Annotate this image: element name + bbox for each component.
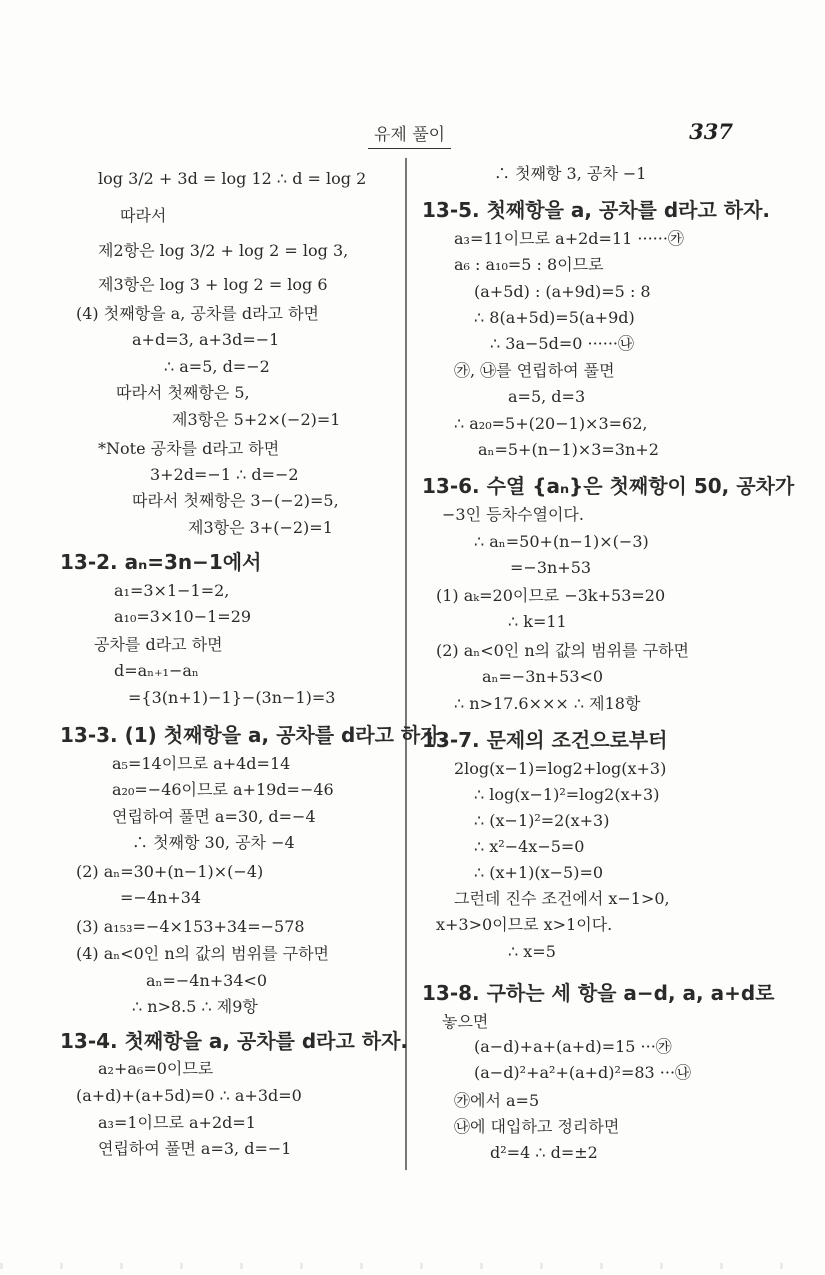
text-line: (a+d)+(a+5d)=0 ∴ a+3d=0	[76, 1086, 302, 1105]
text-line: ∴ 첫째항 30, 공차 −4	[132, 833, 295, 852]
text-line: x+3>0이므로 x>1이다.	[436, 915, 613, 934]
text-line: 따라서	[120, 206, 167, 225]
text-line: ㉮에서 a=5	[454, 1091, 540, 1110]
text-line: ∴ a=5, d=−2	[164, 357, 270, 376]
section-title: 유제 풀이	[368, 120, 451, 149]
text-line: 따라서 첫째항은 3−(−2)=5,	[132, 491, 339, 510]
text-line: 그런데 진수 조건에서 x−1>0,	[454, 889, 670, 908]
text-line: a₂₀=−46이므로 a+19d=−46	[112, 780, 334, 799]
text-line: a₆ : a₁₀=5 : 8이므로	[454, 255, 604, 274]
text-line: ∴ k=11	[508, 612, 567, 631]
text-line: 연립하여 풀면 a=3, d=−1	[98, 1139, 292, 1158]
problem-heading: 13-4. 첫째항을 a, 공차를 d라고 하자.	[60, 1029, 408, 1053]
problem-heading: 13-5. 첫째항을 a, 공차를 d라고 하자.	[422, 198, 770, 222]
page-number: 337	[689, 119, 733, 144]
text-line: aₙ=−3n+53<0	[482, 667, 604, 686]
text-line: a₂+a₆=0이므로	[98, 1059, 214, 1078]
problem-heading: 13-6. 수열 {aₙ}은 첫째항이 50, 공차가	[422, 474, 795, 498]
text-line: 제3항은 5+2×(−2)=1	[172, 410, 341, 429]
text-line: ∴ x²−4x−5=0	[474, 837, 585, 856]
text-line: 연립하여 풀면 a=30, d=−4	[112, 807, 316, 826]
text-line: 3+2d=−1 ∴ d=−2	[150, 465, 299, 484]
text-line: 제3항은 3+(−2)=1	[188, 518, 333, 537]
text-line: a+d=3, a+3d=−1	[132, 330, 280, 349]
text-line: ∴ n>8.5 ∴ 제9항	[132, 997, 258, 1016]
text-line: (3) a₁₅₃=−4×153+34=−578	[76, 917, 305, 936]
text-line: ∴ (x+1)(x−5)=0	[474, 863, 604, 882]
problem-heading: 13-2. aₙ=3n−1에서	[60, 550, 262, 574]
text-line: ∴ 3a−5d=0 ······㉯	[490, 334, 635, 353]
problem-heading: 13-7. 문제의 조건으로부터	[422, 728, 668, 752]
text-line: d=aₙ₊₁−aₙ	[114, 661, 199, 680]
text-line: ∴ n>17.6××× ∴ 제18항	[454, 694, 641, 713]
text-line: aₙ=5+(n−1)×3=3n+2	[478, 440, 659, 459]
text-line: (1) aₖ=20이므로 −3k+53=20	[436, 586, 666, 605]
text-line: aₙ=−4n+34<0	[146, 971, 268, 990]
text-line: log 3/2 + 3d = log 12 ∴ d = log 2	[98, 169, 367, 188]
text-line: d²=4 ∴ d=±2	[490, 1143, 598, 1162]
text-line: a=5, d=3	[508, 387, 586, 406]
text-line: ∴ x=5	[508, 942, 556, 961]
text-line: ㉮, ㉯를 연립하여 풀면	[454, 361, 615, 380]
text-line: =−4n+34	[120, 888, 202, 907]
text-line: 제3항은 log 3 + log 2 = log 6	[98, 275, 328, 294]
text-line: ∴ 첫째항 3, 공차 −1	[494, 164, 647, 183]
text-line: a₃=1이므로 a+2d=1	[98, 1113, 256, 1132]
text-line: ∴ 8(a+5d)=5(a+9d)	[474, 308, 635, 327]
text-line: (a−d)²+a²+(a+d)²=83 ···㉯	[474, 1063, 692, 1082]
text-line: a₁₀=3×10−1=29	[114, 607, 252, 626]
text-line: ∴ log(x−1)²=log2(x+3)	[474, 785, 660, 804]
text-line: ∴ aₙ=50+(n−1)×(−3)	[474, 532, 649, 551]
page-edge-marks	[0, 1263, 825, 1269]
problem-heading: 13-8. 구하는 세 항을 a−d, a, a+d로	[422, 981, 775, 1005]
text-line: a₃=11이므로 a+2d=11 ······㉮	[454, 229, 684, 248]
text-line: 2log(x−1)=log2+log(x+3)	[454, 759, 667, 778]
text-line: =−3n+53	[510, 558, 592, 577]
column-divider	[405, 158, 407, 1170]
text-line: ={3(n+1)−1}−(3n−1)=3	[128, 688, 336, 707]
text-line: (4) aₙ<0인 n의 값의 범위를 구하면	[76, 944, 330, 963]
text-line: (a−d)+a+(a+d)=15 ···㉮	[474, 1037, 672, 1056]
text-line: 공차를 d라고 하면	[94, 635, 223, 654]
text-line: (2) aₙ=30+(n−1)×(−4)	[76, 862, 264, 881]
text-line: ∴ a₂₀=5+(20−1)×3=62,	[454, 414, 648, 433]
text-line: −3인 등차수열이다.	[442, 505, 584, 524]
text-line: 따라서 첫째항은 5,	[116, 383, 250, 402]
text-line: 제2항은 log 3/2 + log 2 = log 3,	[98, 241, 349, 260]
text-line: (a+5d) : (a+9d)=5 : 8	[474, 282, 651, 301]
problem-heading: 13-3. (1) 첫째항을 a, 공차를 d라고 하자.	[60, 723, 448, 747]
text-line: 놓으면	[442, 1012, 489, 1031]
text-line: *Note 공차를 d라고 하면	[98, 439, 280, 458]
text-line: a₅=14이므로 a+4d=14	[112, 754, 291, 773]
text-line: (4) 첫째항을 a, 공차를 d라고 하면	[76, 304, 319, 323]
text-line: (2) aₙ<0인 n의 값의 범위를 구하면	[436, 641, 690, 660]
text-line: ∴ (x−1)²=2(x+3)	[474, 811, 610, 830]
text-line: a₁=3×1−1=2,	[114, 581, 230, 600]
text-line: ㉯에 대입하고 정리하면	[454, 1117, 620, 1136]
